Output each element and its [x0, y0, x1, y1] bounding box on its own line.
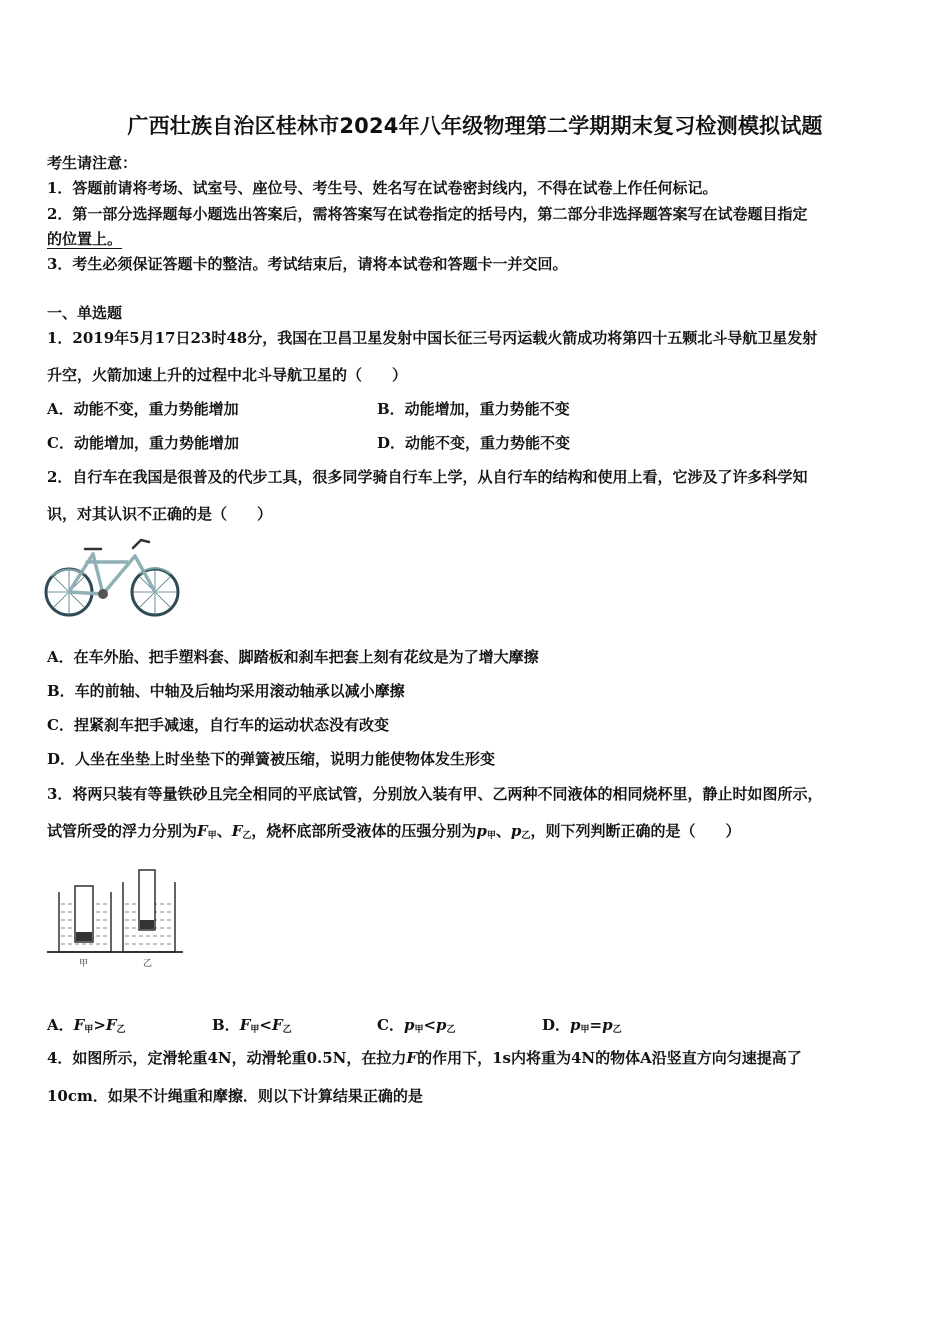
q3-sep: 、	[216, 822, 232, 840]
q1-option-a: A．动能不变，重力势能增加	[47, 400, 239, 418]
q3-sub-jia: 甲	[207, 831, 217, 841]
q3-b-sub1: 甲	[250, 1025, 260, 1035]
q2-stem-line-1: 2．自行车在我国是很普及的代步工具，很多同学骑自行车上学，从自行车的结构和使用上看，它涉及了许多科学知	[47, 468, 808, 486]
q3-c-op: <	[423, 1016, 437, 1034]
q3-b-label: B．	[212, 1016, 240, 1034]
notice-item-1: 1．答题前请将考场、试室号、座位号、考生号、姓名写在试卷密封线内，不得在试卷上作任何标记。	[47, 179, 718, 197]
q4-stem-text-a: 4．如图所示，定滑轮重4N，动滑轮重0.5N，在拉力	[47, 1049, 407, 1067]
bicycle-figure	[43, 532, 183, 622]
q3-d-op: =	[589, 1016, 603, 1034]
q3-a-sub1: 甲	[84, 1025, 94, 1035]
notice-item-2-underlined: 的位置上。	[47, 230, 123, 248]
q3-b-op: <	[259, 1016, 272, 1034]
q3-d-label: D．	[542, 1016, 571, 1034]
q3-a-sub2: 乙	[116, 1025, 126, 1035]
q3-sub-yi: 乙	[242, 831, 252, 841]
q2-option-b: B．车的前轴、中轴及后轴均采用滚动轴承以减小摩擦	[47, 682, 405, 700]
q3-a-f1: F	[73, 1016, 85, 1034]
q3-c-p1: p	[403, 1016, 415, 1034]
q3-a-f2: F	[105, 1016, 117, 1034]
notice-item-2-line-2	[47, 228, 122, 249]
q3-c-label: C．	[377, 1016, 404, 1034]
page-title: 广西壮族自治区桂林市2024年八年级物理第二学期期末复习检测模拟试题	[127, 114, 823, 138]
q3-option-d	[542, 1014, 622, 1035]
q4-stem-text-b: 的作用下，1s内将重为4N的物体A沿竖直方向匀速提高了	[417, 1049, 802, 1067]
q1-option-b: B．动能增加，重力势能不变	[377, 400, 570, 418]
q1-option-d: D．动能不变，重力势能不变	[377, 434, 571, 452]
q3-stem-line-1: 3．将两只装有等量铁砂且完全相同的平底试管，分别放入装有甲、乙两种不同液体的相同烧杯里，静止时如图所示，	[47, 785, 823, 803]
q3-stem-line-2	[47, 820, 740, 841]
q3-d-sub1: 甲	[580, 1025, 590, 1035]
q3-a-op: >	[93, 1016, 106, 1034]
q3-c-sub1: 甲	[414, 1025, 424, 1035]
q1-stem-line-2: 升空，火箭加速上升的过程中北斗导航卫星的（ ）	[47, 366, 408, 384]
section-heading: 一、单选题	[47, 304, 123, 322]
notice-item-3: 3．考生必须保证答题卡的整洁。考试结束后，请将本试卷和答题卡一并交回。	[47, 255, 568, 273]
q3-d-sub2: 乙	[612, 1025, 622, 1035]
q3-sub-yi-2: 乙	[521, 831, 531, 841]
q4-symbol-f: F	[406, 1049, 418, 1067]
q3-symbol-f-yi: F	[231, 822, 243, 840]
q3-sub-jia-2: 甲	[486, 831, 496, 841]
q3-b-f2: F	[271, 1016, 283, 1034]
q3-b-f1: F	[239, 1016, 251, 1034]
q3-option-a	[47, 1014, 126, 1035]
q3-b-sub2: 乙	[282, 1025, 292, 1035]
q3-symbol-f-jia: F	[197, 822, 208, 840]
q4-stem-line-1	[47, 1047, 802, 1068]
q1-option-c: C．动能增加，重力势能增加	[47, 434, 239, 452]
q2-stem-line-2: 识，对其认识不正确的是（ ）	[47, 505, 273, 523]
q3-c-p2: p	[436, 1016, 447, 1034]
figure-label-jia: 甲	[79, 959, 89, 969]
q3-d-p2: p	[602, 1016, 613, 1034]
q2-option-a: A．在车外胎、把手塑料套、脚踏板和刹车把套上刻有花纹是为了增大摩擦	[47, 648, 539, 666]
q3-stem-text-a: 试管所受的浮力分别为	[47, 822, 198, 840]
figure-label-yi: 乙	[143, 959, 153, 969]
q3-a-label: A．	[47, 1016, 74, 1034]
q1-stem-line-1: 1．2019年5月17日23时48分，我国在卫昌卫星发射中国长征三号丙运载火箭成功将第四十五颗北斗导航卫星发射	[47, 329, 818, 347]
notice-item-2-line-1: 2．第一部分选择题每小题选出答案后，需将答案写在试卷指定的括号内，第二部分非选择题答案写在试卷题目指定	[47, 205, 808, 223]
q3-stem-text-b: ，烧杯底部所受液体的压强分别为	[251, 822, 477, 840]
beakers-figure	[45, 862, 185, 974]
q3-c-sub2: 乙	[446, 1025, 456, 1035]
q3-option-c	[377, 1014, 456, 1035]
q2-option-c: C．捏紧刹车把手减速，自行车的运动状态没有改变	[47, 716, 389, 734]
q3-symbol-p-jia: p	[476, 822, 487, 840]
q3-stem-text-c: ，则下列判断正确的是（ ）	[530, 822, 741, 840]
q3-option-b	[212, 1014, 292, 1035]
q3-d-p1: p	[570, 1016, 581, 1034]
notice-heading: 考生请注意：	[47, 154, 138, 172]
q4-stem-line-2: 10cm．如果不计绳重和摩擦．则以下计算结果正确的是	[47, 1087, 423, 1105]
q3-sep-2: 、	[495, 822, 511, 840]
q2-option-d: D．人坐在坐垫上时坐垫下的弹簧被压缩，说明力能使物体发生形变	[47, 750, 496, 768]
q3-symbol-p-yi: p	[510, 822, 522, 840]
